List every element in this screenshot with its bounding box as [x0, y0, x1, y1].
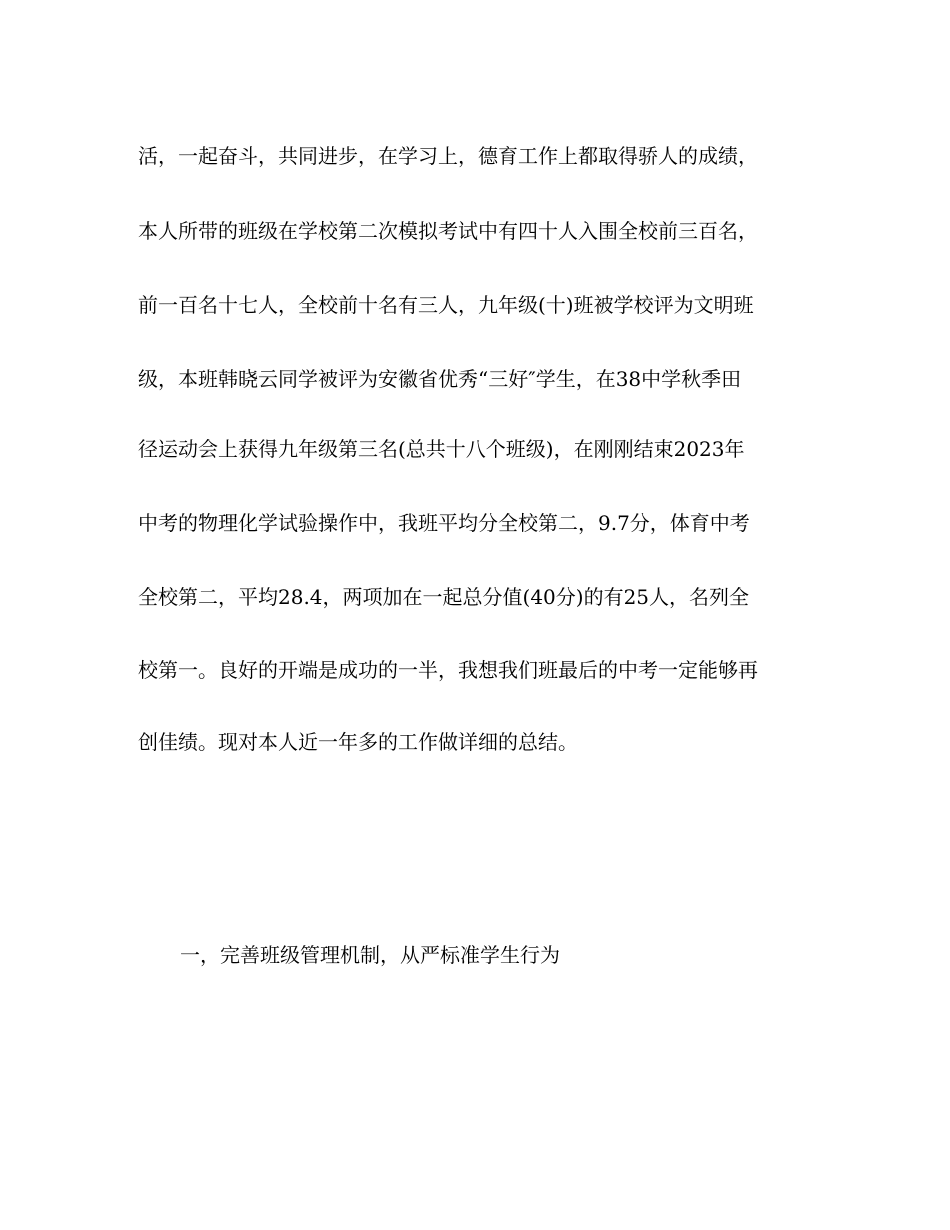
paragraph-line-1: 活，一起奋斗，共同进步，在学习上，德育工作上都取得骄人的成绩，: [138, 144, 758, 168]
paragraph-line-3: 前一百名十七人，全校前十名有三人，九年级(十)班被学校评为文明班: [138, 293, 754, 317]
paragraph-line-6: 中考的物理化学试验操作中，我班平均分全校第二，9.7分，体育中考: [138, 511, 750, 535]
paragraph-line-9: 创佳绩。现对本人近一年多的工作做详细的总结。: [138, 730, 578, 754]
paragraph-line-4: 级，本班韩晓云同学被评为安徽省优秀“三好″学生，在38中学秋季田: [138, 367, 742, 391]
paragraph-line-7: 全校第二，平均28.4，两项加在一起总分值(40分)的有25人，名列全: [138, 585, 750, 609]
paragraph-line-8: 校第一。良好的开端是成功的一半，我想我们班最后的中考一定能够再: [138, 658, 758, 682]
paragraph-line-2: 本人所带的班级在学校第二次模拟考试中有四十人入围全校前三百名，: [138, 219, 758, 243]
section-heading: 一，完善班级管理机制，从严标准学生行为: [180, 943, 560, 967]
paragraph-line-5: 径运动会上获得九年级第三名(总共十八个班级)，在刚刚结束2023年: [138, 437, 745, 461]
